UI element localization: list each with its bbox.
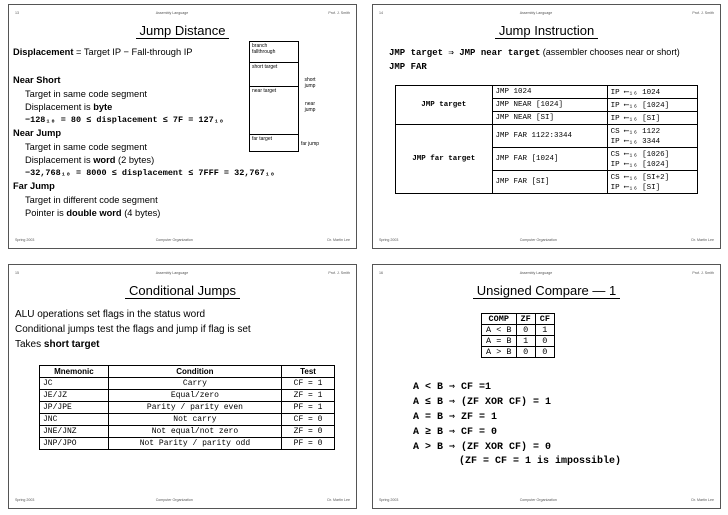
table-cell: JE/JZ (40, 390, 109, 402)
slide-header: 14 Assembly Language Prof. J. Smith (379, 11, 714, 15)
table-cell: JC (40, 378, 109, 390)
slide-number: 16 (379, 271, 383, 275)
table-cell: 0 (516, 325, 535, 336)
effect-cell: IP ⟵₁₆ 1024 (607, 86, 697, 99)
slide-header: 15 Assembly Language Prof. J. Smith (15, 271, 350, 275)
table-cell: CF = 1 (282, 378, 335, 390)
near-short-range: −128₁₀ = 80 ≤ displacement ≤ 7F = 127₁₀ (25, 115, 224, 125)
effect-cell (607, 171, 697, 194)
near-jump-range: −32,768₁₀ = 8000 ≤ displacement ≤ 7FFF = 32,767₁₀ (25, 168, 275, 178)
slide-conditional-jumps (8, 264, 357, 509)
slide-footer: Spring 2003 Computer Organization Dr. Martin Lee (15, 238, 350, 242)
effect-cell (607, 125, 697, 148)
near-short-line2: Displacement is byte (25, 102, 113, 112)
effect-cell (607, 148, 697, 171)
table-cell: Parity / parity even (108, 402, 281, 414)
jump-table (395, 85, 698, 194)
equation-line: A < B ⇒ CF =1 (413, 382, 492, 393)
slide-footer: Spring 2003 Computer Organization Dr. Martin Lee (379, 238, 714, 242)
equation-line: A = B ⇒ ZF = 1 (413, 412, 498, 423)
column-header: Test (282, 366, 335, 378)
table-cell: JNE/JNZ (40, 426, 109, 438)
effect-cs: CS ⟵₁₆ 1122 (610, 128, 661, 136)
jmp-target-line: JMP target ⇒ JMP near target (assembler chooses near or short) (389, 47, 680, 58)
far-jump-line1: Target in different code segment (25, 195, 158, 205)
instr-cell: JMP 1024 (492, 86, 607, 99)
table-cell: Not equal/not zero (108, 426, 281, 438)
table-cell: 0 (535, 336, 554, 347)
table-cell: Equal/zero (108, 390, 281, 402)
table-cell: A = B (482, 336, 517, 347)
table-row (482, 347, 555, 358)
far-jump-line2: Pointer is double word (4 bytes) (25, 208, 161, 218)
instr-cell: JMP FAR 1122:3344 (492, 125, 607, 148)
table-cell: 0 (516, 347, 535, 358)
label-short-jump: short jump (304, 77, 316, 89)
compare-flags-table (481, 313, 555, 358)
table-row (40, 426, 335, 438)
equation-line: A ≥ B ⇒ CF = 0 (413, 427, 498, 438)
effect-cell: IP ⟵₁₆ [SI] (607, 112, 697, 125)
header-author: Prof. J. Smith (328, 11, 350, 15)
column-header: Mnemonic (40, 366, 109, 378)
cond-line1: ALU operations set flags in the status word (15, 309, 206, 320)
diagram-short-target: short target (250, 62, 298, 71)
slide-jump-distance (8, 4, 357, 249)
slide-title: Jump Distance (9, 23, 356, 38)
table-cell: JNP/JPO (40, 438, 109, 450)
table-cell: PF = 1 (282, 402, 335, 414)
label-near-jump: near jump (304, 101, 316, 113)
near-jump-line2: Displacement is word (2 bytes) (25, 155, 155, 165)
memory-diagram (249, 41, 299, 152)
slide-header: 16 Assembly Language Prof. J. Smith (379, 271, 714, 275)
table-row (40, 414, 335, 426)
column-header: CF (535, 314, 554, 325)
near-short-heading: Near Short (13, 75, 61, 85)
table-row (482, 325, 555, 336)
slide-jump-instruction (372, 4, 721, 249)
conditional-jump-table (39, 365, 335, 450)
table-cell: JNC (40, 414, 109, 426)
instr-cell: JMP NEAR [SI] (492, 112, 607, 125)
near-jump-line1: Target in same code segment (25, 142, 147, 152)
slide-footer: Spring 2003 Computer Organization Dr. Martin Lee (15, 498, 350, 502)
table-cell: JP/JPE (40, 402, 109, 414)
cond-line2: Conditional jumps test the flags and jump if flag is set (15, 324, 251, 335)
diagram-far-target: far target (250, 134, 298, 143)
table-cell: A > B (482, 347, 517, 358)
table-cell: Not carry (108, 414, 281, 426)
equation-line: A ≤ B ⇒ (ZF XOR CF) = 1 (413, 397, 552, 408)
table-row (40, 438, 335, 450)
table-row (396, 125, 698, 148)
slide-unsigned-compare (372, 264, 721, 509)
slide-number: 14 (379, 11, 383, 15)
effect-cs: CS ⟵₁₆ [SI+2] (610, 174, 670, 182)
equation-line: (ZF = CF = 1 is impossible) (459, 456, 622, 467)
slide-title: Jump Instruction (373, 23, 720, 38)
effect-ip: IP ⟵₁₆ [SI] (610, 184, 661, 192)
slide-header (15, 11, 350, 19)
table-cell: ZF = 0 (282, 426, 335, 438)
effect-ip: IP ⟵₁₆ 3344 (610, 138, 661, 146)
table-cell: A < B (482, 325, 517, 336)
instr-cell: JMP FAR [SI] (492, 171, 607, 194)
far-group-label: JMP far target (396, 125, 493, 194)
table-cell: ZF = 1 (282, 390, 335, 402)
slide-number: 13 (15, 11, 19, 15)
slide-title: Conditional Jumps (9, 283, 356, 298)
table-cell: 1 (516, 336, 535, 347)
slide-number: 15 (15, 271, 19, 275)
near-jump-heading: Near Jump (13, 128, 62, 138)
near-short-line1: Target in same code segment (25, 89, 147, 99)
slide-title: Unsigned Compare — 1 (373, 283, 720, 298)
effect-ip: IP ⟵₁₆ [1024] (610, 161, 670, 169)
table-cell: 0 (535, 347, 554, 358)
effect-cs: CS ⟵₁₆ [1026] (610, 151, 670, 159)
equation-line: A > B ⇒ (ZF XOR CF) = 0 (413, 442, 552, 453)
table-row (40, 378, 335, 390)
header-course: Assembly Language (155, 11, 189, 15)
table-cell: 1 (535, 325, 554, 336)
table-row (40, 390, 335, 402)
column-header: ZF (516, 314, 535, 325)
label-far-jump: far jump (300, 141, 320, 147)
table-row (482, 336, 555, 347)
instr-cell: JMP FAR [1024] (492, 148, 607, 171)
table-cell: Not Parity / parity odd (108, 438, 281, 450)
column-header: Condition (108, 366, 281, 378)
table-row (40, 402, 335, 414)
effect-cell: IP ⟵₁₆ [1024] (607, 99, 697, 112)
table-row (396, 86, 698, 99)
table-cell: Carry (108, 378, 281, 390)
cond-line3: Takes short target (15, 339, 100, 350)
far-jump-heading: Far Jump (13, 181, 55, 191)
diagram-branch: branch fallthrough (252, 43, 276, 55)
slide-footer: Spring 2003 Computer Organization Dr. Martin Lee (379, 498, 714, 502)
table-cell: PF = 0 (282, 438, 335, 450)
column-header: COMP (482, 314, 517, 325)
diagram-near-target: near target (250, 86, 298, 95)
near-group-label: JMP target (396, 86, 493, 125)
table-cell: CF = 0 (282, 414, 335, 426)
jmp-far-line: JMP FAR (389, 62, 427, 72)
instr-cell: JMP NEAR [1024] (492, 99, 607, 112)
displacement-definition: Displacement = Target IP − Fall-through IP (13, 47, 193, 57)
